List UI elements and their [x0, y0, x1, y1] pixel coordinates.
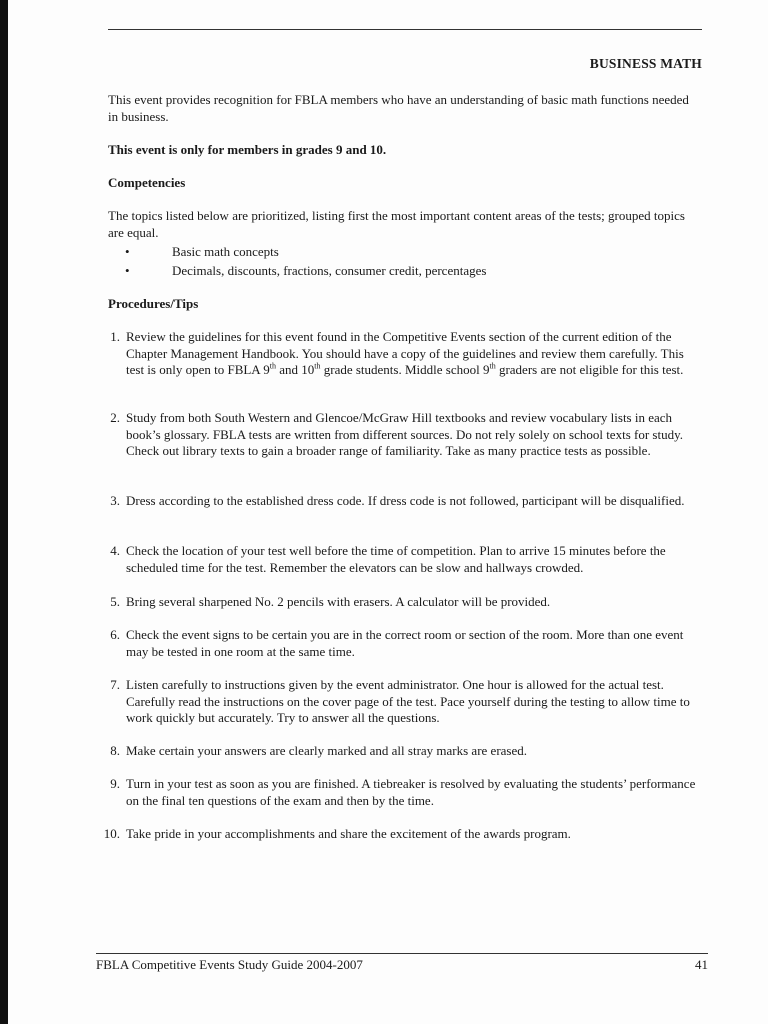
scan-edge-bar — [0, 0, 8, 1024]
procedure-item-6 — [98, 627, 702, 660]
procedure-item-1 — [98, 329, 702, 379]
procedure-item-9 — [98, 776, 702, 809]
item-number: 7. — [110, 677, 120, 692]
item-number: 3. — [110, 493, 120, 508]
item-text: Study from both South Western and Glencoe/McGraw Hill textbooks and review vocabulary lists in each book’s glossary. FBLA tests are written from different sources. Do not rely solely on school texts for study. Check out library texts to gain a broader range of familiarity. Take as many practice tests as possible. — [126, 410, 683, 458]
item-text: Dress according to the established dress code. If dress code is not followed, participant will be disqualified. — [126, 493, 685, 508]
footer-title: FBLA Competitive Events Study Guide 2004-2007 — [96, 957, 363, 972]
item-number: 2. — [110, 410, 120, 425]
procedure-item-5 — [98, 594, 702, 611]
page-number: 41 — [695, 957, 708, 972]
item-text: Turn in your test as soon as you are finished. A tiebreaker is resolved by evaluating the students’ performance on the final ten questions of the exam and then by the time. — [126, 776, 696, 808]
page-title: BUSINESS MATH — [589, 56, 702, 71]
footer-rule — [96, 953, 708, 954]
item-number: 6. — [110, 627, 120, 642]
top-rule — [108, 29, 702, 30]
competencies-heading: Competencies — [108, 175, 186, 190]
procedure-item-2 — [98, 410, 702, 460]
item-text: Make certain your answers are clearly marked and all stray marks are erased. — [126, 743, 528, 758]
item-text: Check the location of your test well before the time of competition. Plan to arrive 15 minutes before the scheduled time for the test. Remember the elevators can be slow and hallways crowded. — [126, 543, 666, 575]
list-item — [108, 242, 702, 261]
item-number: 8. — [110, 743, 120, 758]
bullet-icon: • — [125, 244, 130, 259]
list-item-text: Basic math concepts — [172, 244, 279, 259]
procedure-item-8 — [98, 743, 702, 760]
item-text: Take pride in your accomplishments and share the excitement of the awards program. — [126, 826, 571, 841]
item-text: Bring several sharpened No. 2 pencils with erasers. A calculator will be provided. — [126, 594, 551, 609]
procedure-item-4 — [98, 543, 702, 576]
procedure-item-3 — [98, 493, 702, 510]
procedure-item-10 — [98, 826, 702, 843]
competencies-description: The topics listed below are prioritized, listing first the most important content areas of the tests; grouped topics are equal. — [108, 208, 685, 240]
procedure-item-7 — [98, 677, 702, 727]
item-text: Listen carefully to instructions given by the event administrator. One hour is allowed for the actual test. Carefully read the instructions on the cover page of the test. Pace yourself during the testing to allow time to work quickly but accurately. Try to answer all the questions. — [126, 677, 690, 725]
item-text: Check the event signs to be certain you are in the correct room or section of the room. More than one event may be tested in one room at the same time. — [126, 627, 684, 659]
item-number: 10. — [103, 826, 120, 841]
item-number: 5. — [110, 594, 120, 609]
competencies-list — [108, 242, 702, 280]
item-number: 9. — [110, 776, 120, 791]
item-text: Review the guidelines for this event found in the Competitive Events section of the current edition of the Chapter Management Handbook. You should have a copy of the guidelines and review them carefully. This test is only open to FBLA 9th and 10th grade students. Middle school 9th graders are not eligible for this test. — [126, 329, 684, 377]
intro-paragraph: This event provides recognition for FBLA members who have an understanding of basic math functions needed in business. — [108, 92, 689, 124]
list-item — [108, 261, 702, 280]
procedures-heading: Procedures/Tips — [108, 296, 199, 311]
list-item-text: Decimals, discounts, fractions, consumer credit, percentages — [172, 263, 487, 278]
item-number: 4. — [110, 543, 120, 558]
bullet-icon: • — [125, 263, 130, 278]
eligibility-note: This event is only for members in grades 9 and 10. — [108, 142, 387, 157]
item-number: 1. — [110, 329, 120, 344]
